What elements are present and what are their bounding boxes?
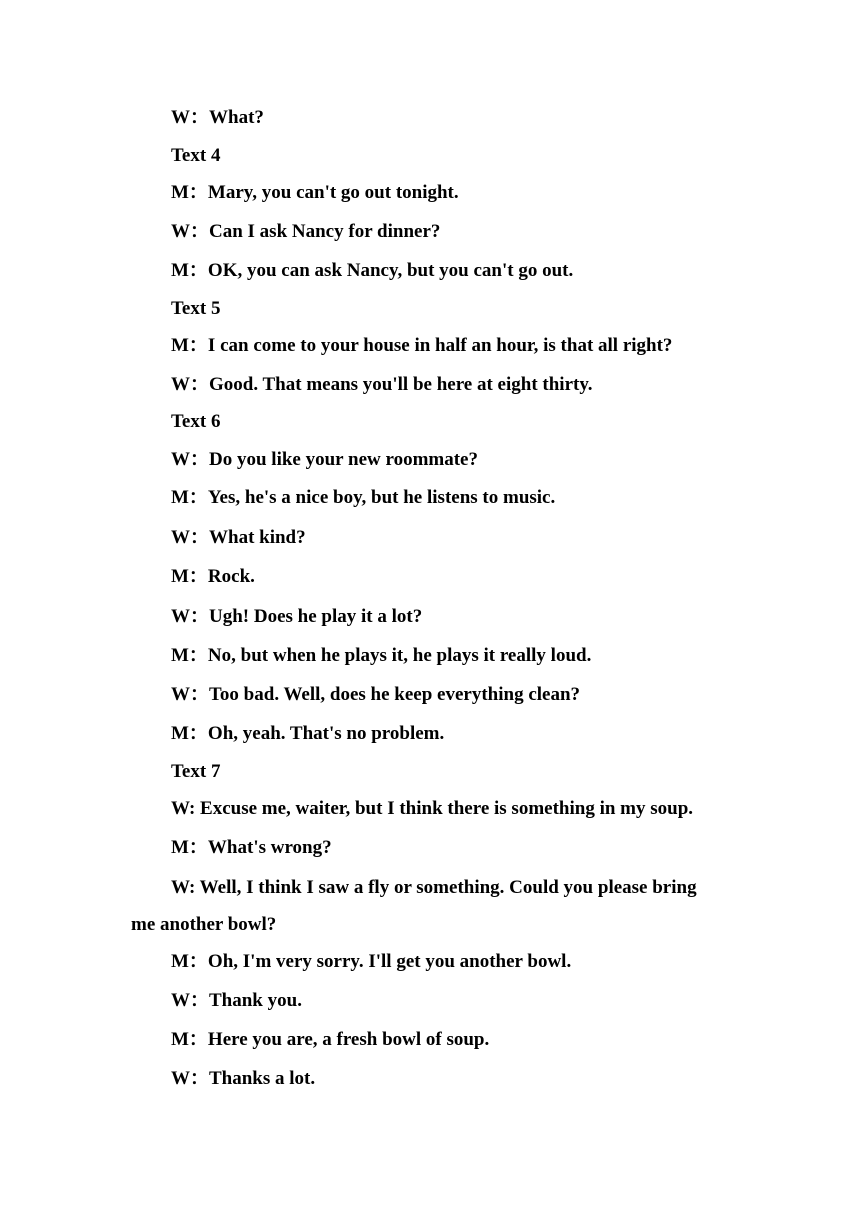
dialogue-line: W：Can I ask Nancy for dinner? [171, 221, 441, 242]
dialogue-line: W: Excuse me, waiter, but I think there is something in my soup. [171, 798, 694, 819]
dialogue-line: W：Do you like your new roommate? [171, 449, 478, 470]
dialogue-line: M：What's wrong? [171, 837, 332, 858]
section-heading: Text 7 [171, 761, 221, 782]
dialogue-line: M：Rock. [171, 566, 255, 587]
section-heading: Text 4 [171, 145, 221, 166]
dialogue-line: M：Oh, yeah. That's no problem. [171, 723, 445, 744]
dialogue-line: M：No, but when he plays it, he plays it really loud. [171, 645, 592, 666]
section-heading: Text 6 [171, 411, 221, 432]
dialogue-line: W：What kind? [171, 527, 306, 548]
section-heading: Text 5 [171, 298, 221, 319]
dialogue-line: M：Oh, I'm very sorry. I'll get you another bowl. [171, 951, 572, 972]
dialogue-line: W: Well, I think I saw a fly or something. Could you please bring [171, 877, 697, 898]
dialogue-line: M：Mary, you can't go out tonight. [171, 182, 459, 203]
dialogue-line: W：Thanks a lot. [171, 1068, 316, 1089]
dialogue-line: M：Yes, he's a nice boy, but he listens to music. [171, 487, 556, 508]
dialogue-line: W：Ugh! Does he play it a lot? [171, 606, 423, 627]
dialogue-line: W：What? [171, 107, 264, 128]
dialogue-line: W：Good. That means you'll be here at eight thirty. [171, 374, 593, 395]
dialogue-line-continuation: me another bowl? [131, 914, 277, 935]
dialogue-line: M：Here you are, a fresh bowl of soup. [171, 1029, 490, 1050]
dialogue-line: W：Too bad. Well, does he keep everything clean? [171, 684, 581, 705]
dialogue-line: W：Thank you. [171, 990, 302, 1011]
dialogue-line: M：I can come to your house in half an hour, is that all right? [171, 335, 673, 356]
dialogue-line: M：OK, you can ask Nancy, but you can't go out. [171, 260, 574, 281]
